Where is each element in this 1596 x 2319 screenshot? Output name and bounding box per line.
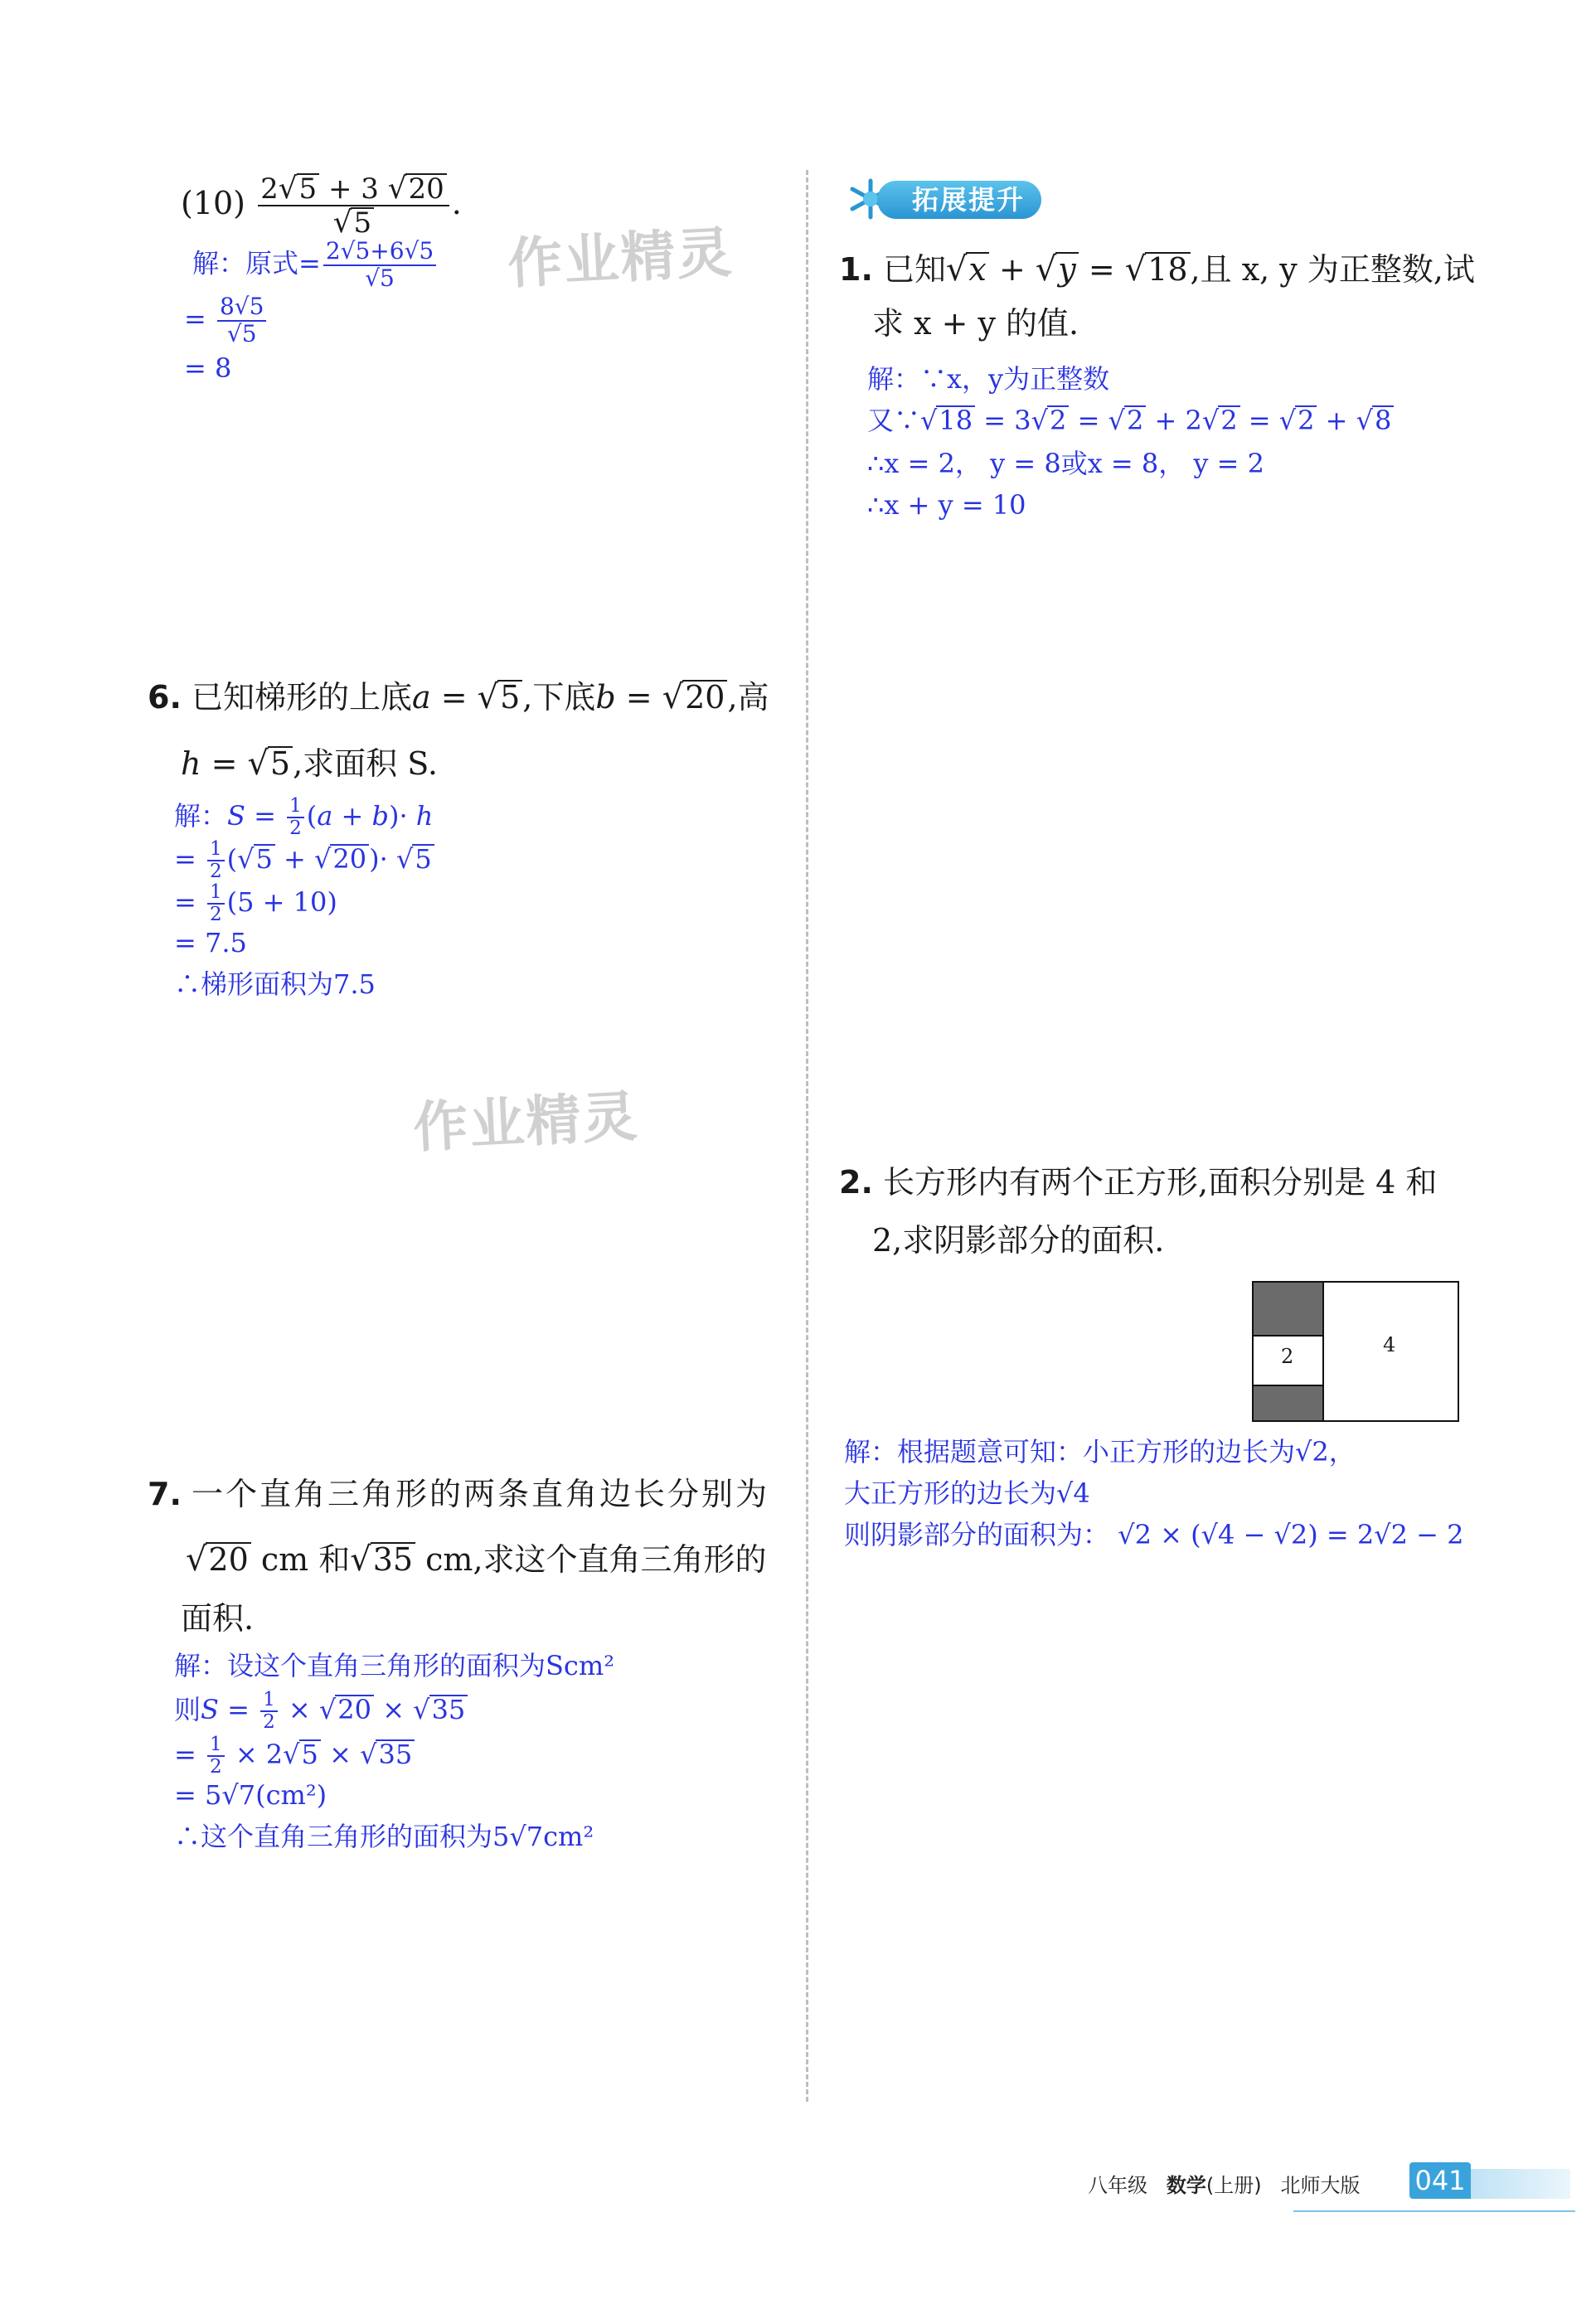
answer-r1: 解：∵x，y为正整数 bbox=[867, 363, 1110, 395]
problem-7-line3: 面积. bbox=[181, 1600, 255, 1637]
answer-6-line4: = 7.5 bbox=[174, 927, 247, 958]
page-footer bbox=[1078, 2156, 1575, 2214]
answer-prefix: 解：原式= bbox=[192, 247, 321, 279]
page-number: 041 bbox=[1409, 2162, 1471, 2199]
answer-10-line2: = $\frac{8√5}{√5}$ bbox=[184, 294, 269, 347]
footer-bar bbox=[1471, 2169, 1570, 2199]
answer-7-line4: = 5√7(cm²) bbox=[174, 1779, 327, 1811]
answer-7-line2: 则S = $\frac{1}{2}$ × √20 × √35 bbox=[174, 1690, 468, 1734]
problem-number: 2. bbox=[839, 1164, 873, 1201]
section-title: 拓展提升 bbox=[877, 181, 1041, 219]
large-square-label: 4 bbox=[1383, 1333, 1396, 1356]
problem-r2-line2: 2,求阴影部分的面积. bbox=[872, 1222, 1165, 1259]
small-square-label: 2 bbox=[1281, 1345, 1294, 1368]
watermark: 作业精灵 bbox=[411, 1084, 641, 1161]
answer-r1-line2: 又∵√18 = 3√2 = √2 + 2√2 = √2 + √8 bbox=[867, 405, 1394, 436]
problem-7: 7. 一个直角三角形的两条直角边长分别为 bbox=[148, 1476, 769, 1512]
section-badge bbox=[837, 176, 1045, 222]
fraction: $\frac{2√5 + 3 √20}{√5}$ bbox=[258, 172, 449, 240]
problem-number: 7. bbox=[148, 1476, 182, 1512]
problem-6-line2: h = √5,求面积 S. bbox=[181, 745, 439, 783]
footer-line bbox=[1293, 2210, 1575, 2212]
problem-6: 6. 已知梯形的上底a = √5,下底b = √20,高 bbox=[148, 678, 769, 716]
problem-label: (10) bbox=[181, 184, 246, 221]
answer-10-line3: = 8 bbox=[184, 352, 232, 384]
problem-7-line2: √20 cm 和√35 cm,求这个直角三角形的 bbox=[186, 1540, 767, 1579]
problem-r2: 2. 长方形内有两个正方形,面积分别是 4 和 bbox=[839, 1164, 1438, 1201]
footer-book-info: 八年级 数学(上册) 北师大版 bbox=[1088, 2174, 1361, 2197]
answer-r1-line4: ∴x + y = 10 bbox=[867, 489, 1026, 521]
column-divider bbox=[806, 170, 808, 2102]
answer-r2-line2: 大正方形的边长为√4 bbox=[844, 1477, 1090, 1509]
answer-6-line3: = $\frac{1}{2}$ (5 + 10) bbox=[174, 881, 337, 926]
answer-r1-line3: ∴x = 2， y = 8或x = 8， y = 2 bbox=[867, 448, 1265, 479]
answer-7-line3: = $\frac{1}{2}$ × 2√5 × √35 bbox=[174, 1734, 415, 1778]
problem-number: 1. bbox=[839, 251, 873, 288]
problem-number: 6. bbox=[148, 679, 182, 716]
answer-7: 解：设这个直角三角形的面积为Scm² bbox=[174, 1650, 615, 1681]
answer-6-line2: = $\frac{1}{2}$ (√5 + √20)· √5 bbox=[174, 839, 434, 883]
answer-r2-line3: 则阴影部分的面积为： √2 × (√4 − √2) = 2√2 − 2 bbox=[844, 1519, 1464, 1550]
problem-r1-line2: 求 x + y 的值. bbox=[872, 305, 1079, 342]
problem-r1: 1. 已知√x + √y = √18,且 x, y 为正整数,试 bbox=[839, 250, 1475, 289]
watermark: 作业精灵 bbox=[506, 220, 735, 297]
answer-6-line5: ∴梯形面积为7.5 bbox=[174, 968, 376, 1000]
problem-10: (10) $\frac{2√5 + 3 √20}{√5}$ . bbox=[181, 172, 462, 240]
answer-r2: 解：根据题意可知：小正方形的边长为√2， bbox=[844, 1436, 1356, 1468]
answer-7-line5: ∴这个直角三角形的面积为5√7cm² bbox=[174, 1821, 594, 1852]
answer-10: 解：原式= $\frac{2√5+6√5}{√5}$ bbox=[192, 239, 439, 292]
answer-6: 解：S = $\frac{1}{2}$ (a + b)· h bbox=[174, 795, 434, 840]
